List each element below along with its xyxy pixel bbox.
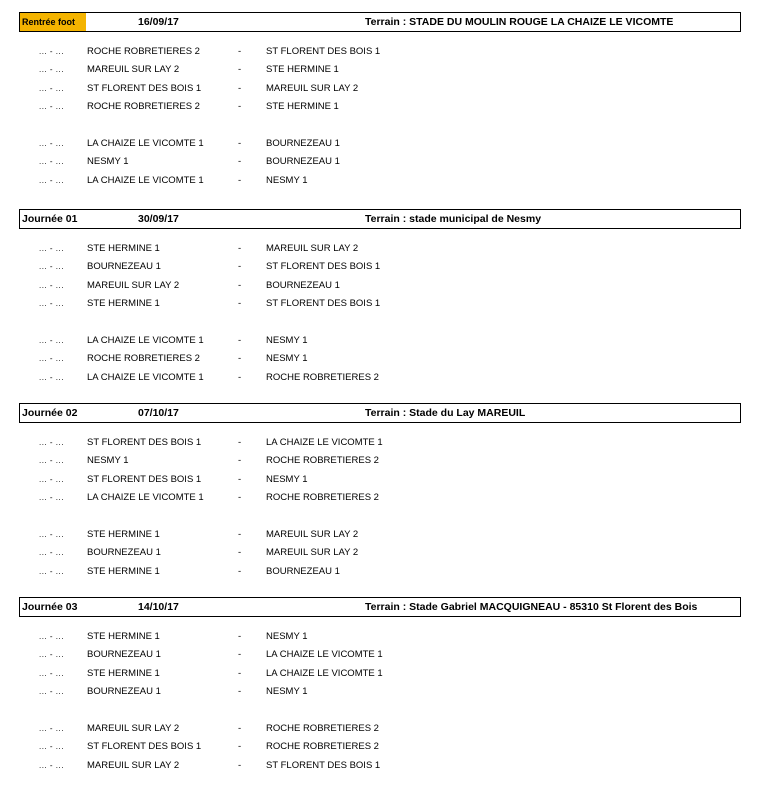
away-team: ST FLORENT DES BOIS 1 <box>266 46 381 57</box>
match-separator: - <box>238 741 242 752</box>
section-header <box>19 12 741 32</box>
match-time: ... - ... <box>39 650 64 659</box>
match-time: ... - ... <box>39 493 64 502</box>
match-separator: - <box>238 649 242 660</box>
match-time: ... - ... <box>39 47 64 56</box>
away-team: NESMY 1 <box>266 686 308 697</box>
home-team: ST FLORENT DES BOIS 1 <box>87 83 202 94</box>
away-team: MAREUIL SUR LAY 2 <box>266 243 359 254</box>
away-team: NESMY 1 <box>266 175 308 186</box>
home-team: LA CHAIZE LE VICOMTE 1 <box>87 138 204 149</box>
match-row <box>0 490 759 506</box>
match-separator: - <box>238 83 242 94</box>
away-team: ROCHE ROBRETIERES 2 <box>266 492 379 503</box>
match-row <box>0 136 759 152</box>
match-separator: - <box>238 175 242 186</box>
terrain-venue: Terrain : stade municipal de Nesmy <box>365 213 542 225</box>
away-team: NESMY 1 <box>266 474 308 485</box>
match-time: ... - ... <box>39 687 64 696</box>
match-time: ... - ... <box>39 530 64 539</box>
match-separator: - <box>238 668 242 679</box>
home-team: STE HERMINE 1 <box>87 243 160 254</box>
section-header <box>19 209 741 229</box>
match-separator: - <box>238 64 242 75</box>
away-team: ROCHE ROBRETIERES 2 <box>266 372 379 383</box>
match-time: ... - ... <box>39 548 64 557</box>
round-date: 16/09/17 <box>138 16 179 28</box>
match-separator: - <box>238 138 242 149</box>
away-team: ST FLORENT DES BOIS 1 <box>266 760 381 771</box>
match-separator: - <box>238 723 242 734</box>
round-date: 14/10/17 <box>138 601 179 613</box>
home-team: NESMY 1 <box>87 156 129 167</box>
home-team: BOURNEZEAU 1 <box>87 686 161 697</box>
match-time: ... - ... <box>39 632 64 641</box>
away-team: BOURNEZEAU 1 <box>266 156 340 167</box>
home-team: ROCHE ROBRETIERES 2 <box>87 46 200 57</box>
match-row <box>0 154 759 170</box>
away-team: BOURNEZEAU 1 <box>266 566 340 577</box>
match-row <box>0 44 759 60</box>
away-team: MAREUIL SUR LAY 2 <box>266 547 359 558</box>
match-row <box>0 81 759 97</box>
match-row <box>0 758 759 774</box>
match-time: ... - ... <box>39 373 64 382</box>
match-row <box>0 472 759 488</box>
match-row <box>0 351 759 367</box>
match-separator: - <box>238 492 242 503</box>
match-time: ... - ... <box>39 742 64 751</box>
match-time: ... - ... <box>39 724 64 733</box>
round-label: Journée 02 <box>22 407 78 419</box>
match-row <box>0 99 759 115</box>
match-time: ... - ... <box>39 438 64 447</box>
away-team: MAREUIL SUR LAY 2 <box>266 529 359 540</box>
match-row <box>0 684 759 700</box>
home-team: NESMY 1 <box>87 455 129 466</box>
match-separator: - <box>238 631 242 642</box>
match-separator: - <box>238 156 242 167</box>
match-time: ... - ... <box>39 84 64 93</box>
section-header <box>19 403 741 423</box>
away-team: NESMY 1 <box>266 335 308 346</box>
match-time: ... - ... <box>39 336 64 345</box>
away-team: LA CHAIZE LE VICOMTE 1 <box>266 437 383 448</box>
round-label: Journée 01 <box>22 213 78 225</box>
match-separator: - <box>238 566 242 577</box>
match-row <box>0 241 759 257</box>
home-team: STE HERMINE 1 <box>87 631 160 642</box>
match-row <box>0 435 759 451</box>
match-separator: - <box>238 686 242 697</box>
home-team: STE HERMINE 1 <box>87 529 160 540</box>
away-team: LA CHAIZE LE VICOMTE 1 <box>266 649 383 660</box>
home-team: MAREUIL SUR LAY 2 <box>87 64 180 75</box>
match-row <box>0 296 759 312</box>
away-team: BOURNEZEAU 1 <box>266 280 340 291</box>
away-team: STE HERMINE 1 <box>266 64 339 75</box>
home-team: LA CHAIZE LE VICOMTE 1 <box>87 372 204 383</box>
match-separator: - <box>238 437 242 448</box>
match-time: ... - ... <box>39 475 64 484</box>
match-time: ... - ... <box>39 567 64 576</box>
match-row <box>0 721 759 737</box>
away-team: NESMY 1 <box>266 631 308 642</box>
home-team: ST FLORENT DES BOIS 1 <box>87 437 202 448</box>
home-team: STE HERMINE 1 <box>87 298 160 309</box>
away-team: LA CHAIZE LE VICOMTE 1 <box>266 668 383 679</box>
terrain-venue: Terrain : Stade du Lay MAREUIL <box>365 407 526 419</box>
match-row <box>0 527 759 543</box>
match-time: ... - ... <box>39 262 64 271</box>
match-row <box>0 739 759 755</box>
home-team: ST FLORENT DES BOIS 1 <box>87 741 202 752</box>
match-time: ... - ... <box>39 176 64 185</box>
match-time: ... - ... <box>39 157 64 166</box>
home-team: BOURNEZEAU 1 <box>87 649 161 660</box>
match-row <box>0 545 759 561</box>
away-team: STE HERMINE 1 <box>266 101 339 112</box>
match-separator: - <box>238 474 242 485</box>
terrain-venue: Terrain : STADE DU MOULIN ROUGE LA CHAIZE LE VICOMTE <box>365 16 674 28</box>
match-separator: - <box>238 261 242 272</box>
match-separator: - <box>238 243 242 254</box>
match-row <box>0 453 759 469</box>
round-label: Journée 03 <box>22 601 78 613</box>
home-team: MAREUIL SUR LAY 2 <box>87 280 180 291</box>
match-time: ... - ... <box>39 299 64 308</box>
match-row <box>0 564 759 580</box>
match-time: ... - ... <box>39 669 64 678</box>
away-team: BOURNEZEAU 1 <box>266 138 340 149</box>
home-team: MAREUIL SUR LAY 2 <box>87 760 180 771</box>
match-row <box>0 647 759 663</box>
match-time: ... - ... <box>39 102 64 111</box>
home-team: LA CHAIZE LE VICOMTE 1 <box>87 492 204 503</box>
match-separator: - <box>238 46 242 57</box>
round-date: 07/10/17 <box>138 407 179 419</box>
match-separator: - <box>238 455 242 466</box>
match-separator: - <box>238 298 242 309</box>
home-team: MAREUIL SUR LAY 2 <box>87 723 180 734</box>
away-team: NESMY 1 <box>266 353 308 364</box>
match-separator: - <box>238 335 242 346</box>
match-separator: - <box>238 529 242 540</box>
home-team: ROCHE ROBRETIERES 2 <box>87 101 200 112</box>
match-row <box>0 173 759 189</box>
match-time: ... - ... <box>39 65 64 74</box>
home-team: ROCHE ROBRETIERES 2 <box>87 353 200 364</box>
home-team: BOURNEZEAU 1 <box>87 261 161 272</box>
match-time: ... - ... <box>39 244 64 253</box>
away-team: ST FLORENT DES BOIS 1 <box>266 298 381 309</box>
round-label: Rentrée foot <box>20 13 86 31</box>
away-team: MAREUIL SUR LAY 2 <box>266 83 359 94</box>
match-separator: - <box>238 353 242 364</box>
away-team: ROCHE ROBRETIERES 2 <box>266 455 379 466</box>
match-separator: - <box>238 372 242 383</box>
round-date: 30/09/17 <box>138 213 179 225</box>
match-row <box>0 629 759 645</box>
match-row <box>0 666 759 682</box>
match-time: ... - ... <box>39 139 64 148</box>
match-row <box>0 370 759 386</box>
match-separator: - <box>238 547 242 558</box>
match-separator: - <box>238 101 242 112</box>
match-separator: - <box>238 280 242 291</box>
match-time: ... - ... <box>39 761 64 770</box>
match-row <box>0 259 759 275</box>
match-separator: - <box>238 760 242 771</box>
home-team: LA CHAIZE LE VICOMTE 1 <box>87 335 204 346</box>
section-header <box>19 597 741 617</box>
terrain-venue: Terrain : Stade Gabriel MACQUIGNEAU - 85310 St Florent des Bois <box>365 601 698 613</box>
home-team: STE HERMINE 1 <box>87 566 160 577</box>
match-time: ... - ... <box>39 281 64 290</box>
match-time: ... - ... <box>39 456 64 465</box>
away-team: ROCHE ROBRETIERES 2 <box>266 741 379 752</box>
away-team: ST FLORENT DES BOIS 1 <box>266 261 381 272</box>
match-row <box>0 278 759 294</box>
home-team: BOURNEZEAU 1 <box>87 547 161 558</box>
home-team: STE HERMINE 1 <box>87 668 160 679</box>
home-team: ST FLORENT DES BOIS 1 <box>87 474 202 485</box>
match-row <box>0 333 759 349</box>
away-team: ROCHE ROBRETIERES 2 <box>266 723 379 734</box>
match-time: ... - ... <box>39 354 64 363</box>
home-team: LA CHAIZE LE VICOMTE 1 <box>87 175 204 186</box>
match-row <box>0 62 759 78</box>
